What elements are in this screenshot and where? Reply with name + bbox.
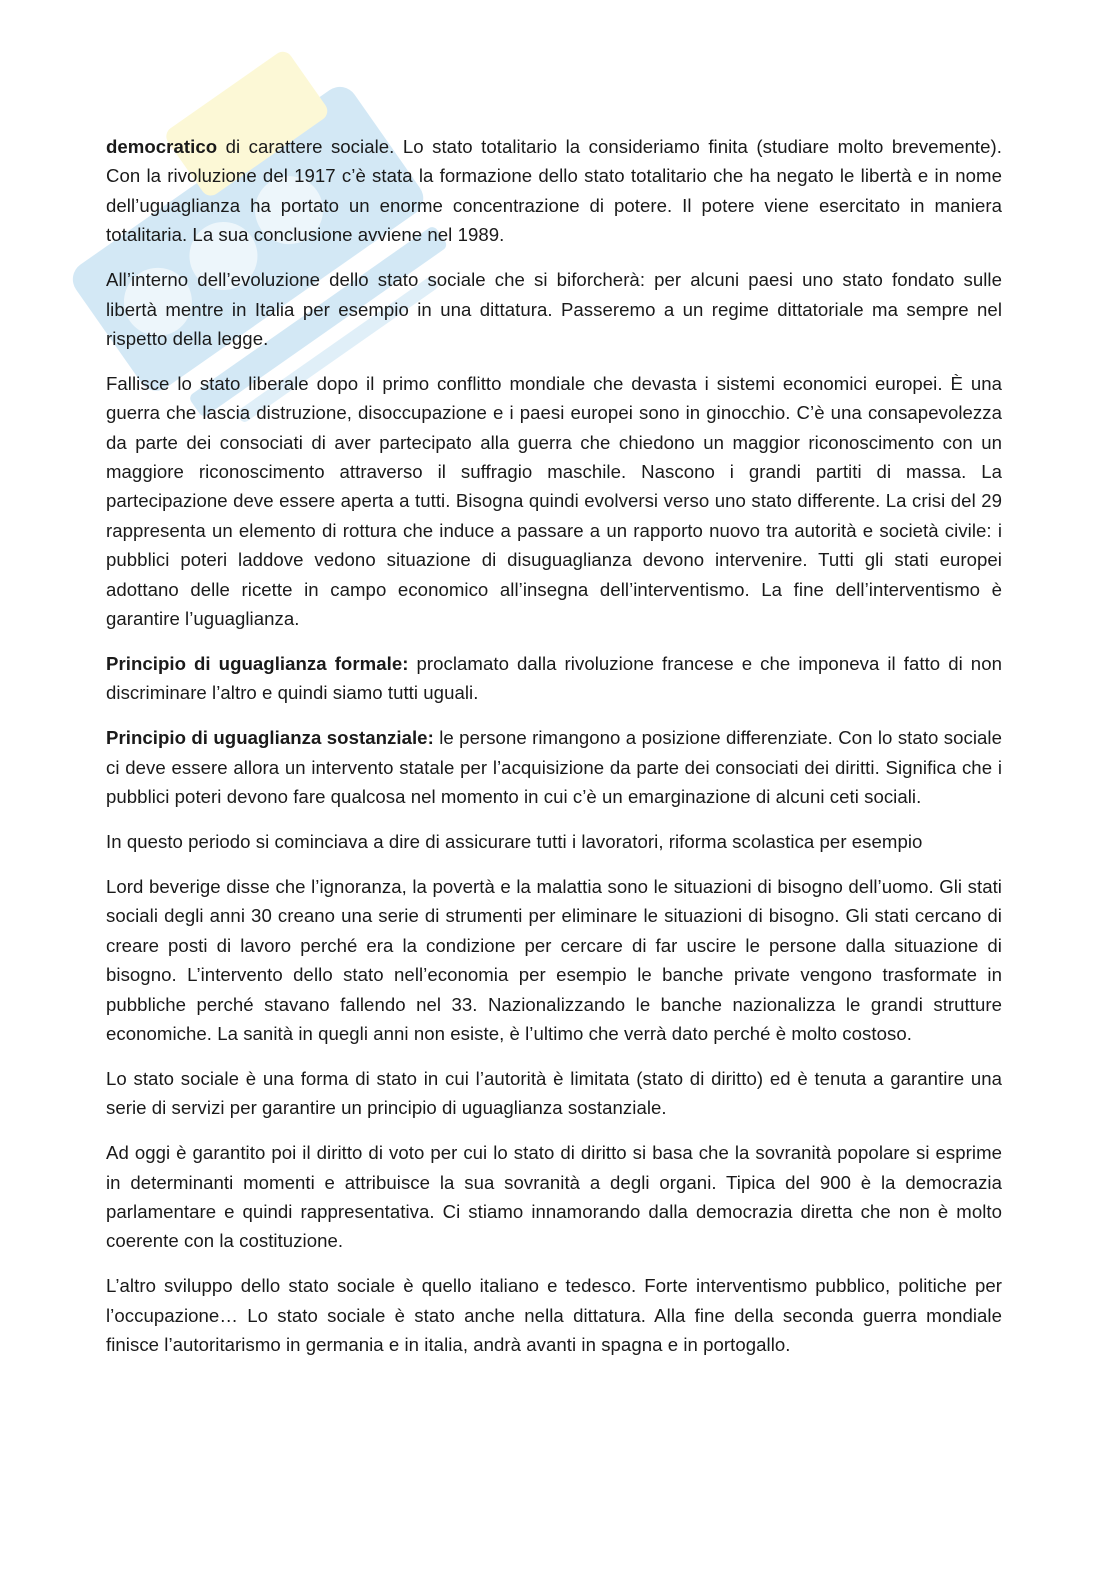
paragraph-6-text: In questo periodo si cominciava a dire di assicurare tutti i lavoratori, riforma scolastica per esempio	[106, 831, 923, 853]
paragraph-4	[106, 649, 1002, 708]
paragraph-10-text: L’altro sviluppo dello stato sociale è quello italiano e tedesco. Forte interventismo pubblico, politiche per l’occupazione… Lo stato sociale è stato anche nella dittatura. Alla fine della seconda guerra mondiale finisce l’autoritarismo in germania e in italia, andrà avanti in spagna e in portogallo.	[106, 1275, 1002, 1356]
paragraph-1-bold: democratico	[106, 136, 218, 157]
paragraph-10	[106, 1271, 1002, 1359]
paragraph-3-text: Fallisce lo stato liberale dopo il primo conflitto mondiale che devasta i sistemi economici europei. È una guerra che lascia distruzione, disoccupazione e i paesi europei sono in ginocchio. C’è una consapevolezza da parte dei consociati di aver partecipato alla guerra che chiedono un maggior riconoscimento con un maggiore riconoscimento attraverso il suffragio maschile. Nascono i grandi partiti di massa. La partecipazione deve essere aperta a tutti. Bisogna quindi evolversi verso uno stato differente. La crisi del 29 rappresenta un elemento di rottura che induce a passare a un rapporto nuovo tra autorità e società civile: i pubblici poteri laddove vedono situazione di disuguaglianza devono intervenire. Tutti gli stati europei adottano delle ricette in campo economico all’insegna dell’interventismo. La fine dell’interventismo è garantire l’uguaglianza.	[106, 372, 1002, 630]
paragraph-2	[106, 265, 1002, 353]
paragraph-8-text: Lo stato sociale è una forma di stato in cui l’autorità è limitata (stato di diritto) ed è tenuta a garantire una serie di servizi per garantire un principio di uguaglianza sostanziale.	[106, 1067, 1002, 1119]
document-body	[106, 132, 1002, 1375]
paragraph-3	[106, 369, 1002, 634]
paragraph-5	[106, 723, 1002, 811]
paragraph-1	[106, 132, 1002, 250]
paragraph-4-bold: Principio di uguaglianza formale:	[106, 653, 409, 674]
paragraph-5-text: le persone rimangono a posizione differenziate. Con lo stato sociale ci deve essere allora un intervento statale per l’acquisizione da parte dei consociati dei diritti. Significa che i pubblici poteri devono fare qualcosa nel momento in cui c’è un emarginazione di alcuni ceti sociali.	[106, 727, 1002, 808]
paragraph-2-text: All’interno dell’evoluzione dello stato sociale che si biforcherà: per alcuni paesi uno stato fondato sulle libertà mentre in Italia per esempio in una dittatura. Passeremo a un regime dittatoriale ma sempre nel rispetto della legge.	[106, 269, 1002, 349]
paragraph-8	[106, 1064, 1002, 1123]
paragraph-7-text: Lord beverige disse che l’ignoranza, la povertà e la malattia sono le situazioni di bisogno dell’uomo. Gli stati sociali degli anni 30 creano una serie di strumenti per eliminare le situazioni di bisogno. Gli stati cercano di creare posti di lavoro perché era la condizione per cercare di far uscire le persone dalla situazione di bisogno. L’intervento dello stato nell’economia per esempio le banche private vengono trasformate in pubbliche perché stavano fallendo nel 33. Nazionalizzando le banche nazionalizza le grandi strutture economiche. La sanità in quegli anni non esiste, è l’ultimo che verrà dato perché è molto costoso.	[106, 875, 1002, 1044]
paragraph-5-bold: Principio di uguaglianza sostanziale:	[106, 727, 434, 749]
paragraph-6	[106, 827, 1002, 856]
paragraph-9	[106, 1138, 1002, 1256]
paragraph-9-text: Ad oggi è garantito poi il diritto di voto per cui lo stato di diritto si basa che la sovranità popolare si esprime in determinanti momenti e attribuisce la sua sovranità a degli organi. Tipica del 900 è la democrazia parlamentare e quindi rappresentativa. Ci stiamo innamorando dalla democrazia diretta che non è molto coerente con la costituzione.	[106, 1142, 1002, 1252]
paragraph-4-text: proclamato dalla rivoluzione francese e che imponeva il fatto di non discriminare l’altro e quindi siamo tutti uguali.	[106, 653, 1002, 704]
paragraph-7	[106, 872, 1002, 1048]
paragraph-1-text: di carattere sociale. Lo stato totalitario la consideriamo finita (studiare molto brevemente). Con la rivoluzione del 1917 c’è stata la formazione dello stato totalitario che ha negato le libertà e in nome dell’uguaglianza ha portato un enorme concentrazione di potere. Il potere viene esercitato in maniera totalitaria. La sua conclusione avviene nel 1989.	[106, 136, 1002, 246]
